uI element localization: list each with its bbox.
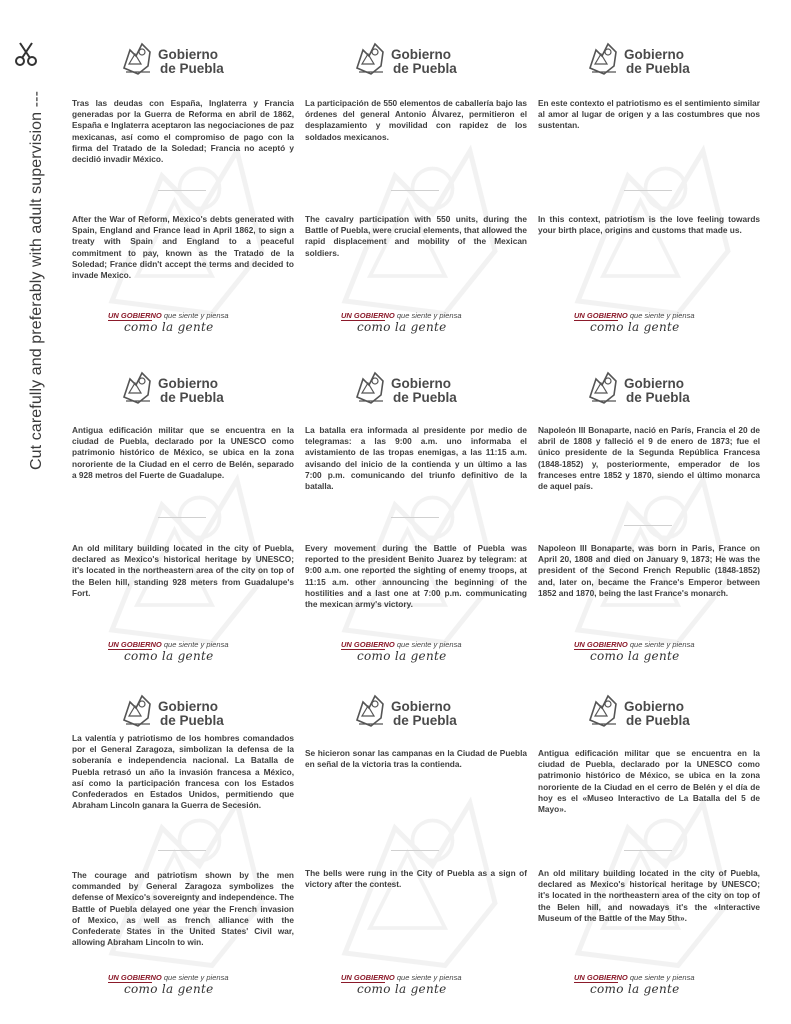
slogan-part3: como la gente xyxy=(590,649,680,663)
gobierno-puebla-logo xyxy=(120,688,260,738)
slogan-line1 xyxy=(341,973,462,982)
slogan-part3: como la gente xyxy=(357,649,447,663)
gobierno-puebla-logo xyxy=(120,365,260,415)
english-text: Napoleon III Bonaparte, was born in Paris, France on April 20, 1808 and died on January 9, 1873; He was the president of the Second French Republic (1848-1852) and, later on, became the France's Emperor between 1852 and 1870, being the last France's monarch. xyxy=(538,543,760,598)
slogan-part1: UN GOBIERNO xyxy=(341,640,395,649)
spanish-text: La valentía y patriotismo de los hombres comandados por el General Zaragoza, simbolizan la defensa de la soberanía e independencia nacional. La Batalla de Puebla retrasó un año la invasión francesa a México, así como la participación francesa con los Estados Confederados en Estados Unidos, permitiendo que Abraham Lincoln ganara la Guerra de Secesión. xyxy=(72,733,294,811)
english-text: An old military building located in the city of Puebla, declared as Mexico's historical heritage by UNESCO; it's located in the northeastern area of the city on top of the Belen hill, and nowadays it's the «Interactive Museum of the Battle of the May 5th». xyxy=(538,868,760,923)
slogan-part1: UN GOBIERNO xyxy=(574,640,628,649)
slogan-part1: UN GOBIERNO xyxy=(574,311,628,320)
info-card xyxy=(305,688,527,1008)
info-card xyxy=(538,365,760,685)
gobierno-puebla-logo xyxy=(586,688,726,738)
spanish-text: Antigua edificación militar que se encuentra en la ciudad de Puebla, declarado por la UNESCO como patrimonio histórico de México, se ubica en la zona nororiente de la Ciudad en el cerro de Belén, separado a 928 metros del Fuerte de Guadalupe. xyxy=(72,425,294,480)
spanish-text: En este contexto el patriotismo es el sentimiento similar al amor al lugar de origen y a las costumbres que nos sustentan. xyxy=(538,98,760,131)
slogan xyxy=(574,973,734,1003)
slogan xyxy=(341,973,501,1003)
slogan-part2: que siente y piensa xyxy=(396,311,462,320)
slogan xyxy=(341,640,501,670)
gobierno-puebla-logo xyxy=(353,36,493,86)
divider xyxy=(158,850,206,851)
logo-line2: de Puebla xyxy=(626,390,690,405)
info-card xyxy=(72,36,294,356)
coat-of-arms-icon xyxy=(586,690,622,730)
divider xyxy=(624,850,672,851)
slogan-line1 xyxy=(341,640,462,649)
english-text: After the War of Reform, Mexico's debts generated with Spain, England and France lead in April 1862, to sign a treaty with Spain and England to a peaceful commitment to pay, known as the Tratado de la Soledad; France didn't accept the terms and decided to invade Mexico. xyxy=(72,214,294,281)
divider xyxy=(391,190,439,191)
divider xyxy=(158,190,206,191)
info-card xyxy=(305,36,527,356)
info-card xyxy=(305,365,527,685)
logo-line1: Gobierno xyxy=(158,47,218,62)
slogan xyxy=(574,640,734,670)
scissors-icon xyxy=(12,40,40,68)
divider xyxy=(158,517,206,518)
slogan-line1 xyxy=(574,311,695,320)
logo-line2: de Puebla xyxy=(393,390,457,405)
coat-of-arms-icon xyxy=(586,367,622,407)
gobierno-puebla-logo xyxy=(353,688,493,738)
slogan-line1 xyxy=(108,311,229,320)
english-text: The courage and patriotism shown by the men commanded by General Zaragoza symbolizes the defense of Mexico's sovereignty and independence. The Battle of Puebla delayed one year the French invasion of Mexico, as well as french alliance with the Confederate States in the United States' Civil war, allowing Abraham Lincoln to win. xyxy=(72,870,294,948)
slogan-line1 xyxy=(574,973,695,982)
info-card xyxy=(72,688,294,1008)
english-text: The cavalry participation with 550 units, during the Battle of Puebla, were crucial elements, that allowed the rapid displacement and mobility of the Mexican soldiers. xyxy=(305,214,527,258)
coat-of-arms-icon xyxy=(586,38,622,78)
spanish-text: Se hicieron sonar las campanas en la Ciudad de Puebla en señal de la victoria tras la contienda. xyxy=(305,748,527,770)
gobierno-puebla-logo xyxy=(586,36,726,86)
slogan-part3: como la gente xyxy=(590,320,680,334)
spanish-text: Tras las deudas con España, Inglaterra y Francia generadas por la Guerra de Reforma en abril de 1862, España e Inglaterra aceptaron las negociaciones de paz mexicanas, así como el compromiso de pago con la firma del Tratado de la Soledad; Francia no aceptó y decidió invadir México. xyxy=(72,98,294,165)
slogan-part3: como la gente xyxy=(124,982,214,996)
divider xyxy=(624,525,672,526)
slogan-part3: como la gente xyxy=(357,320,447,334)
slogan-part1: UN GOBIERNO xyxy=(108,973,162,982)
cut-instruction-text: Cut carefully and preferably with adult supervision --- xyxy=(28,91,45,470)
slogan xyxy=(341,311,501,341)
divider xyxy=(391,850,439,851)
gobierno-puebla-logo xyxy=(586,365,726,415)
logo-line2: de Puebla xyxy=(160,713,224,728)
slogan-part2: que siente y piensa xyxy=(163,311,229,320)
slogan-line1 xyxy=(574,640,695,649)
slogan xyxy=(574,311,734,341)
spanish-text: La participación de 550 elementos de caballería bajo las órdenes del general Antonio Álvarez, permitieron el desplazamiento y movilidad con rapidez de los soldados mexicanos. xyxy=(305,98,527,142)
logo-line1: Gobierno xyxy=(624,376,684,391)
divider xyxy=(624,190,672,191)
coat-of-arms-icon xyxy=(120,367,156,407)
logo-line1: Gobierno xyxy=(391,699,451,714)
logo-line1: Gobierno xyxy=(391,376,451,391)
logo-line1: Gobierno xyxy=(158,376,218,391)
spanish-text: Antigua edificación militar que se encuentra en la ciudad de Puebla, declarado por la UNESCO como patrimonio histórico de México, se ubica en la zona nororiente de la Ciudad en el cerro de Belén y el día de hoy es el «Museo Interactivo de La Batalla del 5 de Mayo». xyxy=(538,748,760,815)
cut-instruction xyxy=(8,40,48,480)
logo-line2: de Puebla xyxy=(626,713,690,728)
english-text: In this context, patriotism is the love feeling towards your birth place, origins and customs that made us. xyxy=(538,214,760,236)
slogan-part2: que siente y piensa xyxy=(396,973,462,982)
spanish-text: Napoleón III Bonaparte, nació en París, Francia el 20 de abril de 1808 y falleció el 9 de enero de 1873; fue el único presidente de la Segunda República Francesa (1848-1852) y, posteriormente, emperador de los franceses entre 1852 y 1870, siendo el último monarca de aquel país. xyxy=(538,425,760,492)
slogan-part2: que siente y piensa xyxy=(163,640,229,649)
slogan xyxy=(108,640,268,670)
slogan-part1: UN GOBIERNO xyxy=(108,640,162,649)
gobierno-puebla-logo xyxy=(353,365,493,415)
logo-line2: de Puebla xyxy=(626,61,690,76)
slogan-part2: que siente y piensa xyxy=(163,973,229,982)
coat-of-arms-icon xyxy=(120,38,156,78)
info-card xyxy=(538,688,760,1008)
slogan-part1: UN GOBIERNO xyxy=(341,311,395,320)
logo-line1: Gobierno xyxy=(158,699,218,714)
info-card xyxy=(538,36,760,356)
logo-line1: Gobierno xyxy=(391,47,451,62)
slogan-line1 xyxy=(108,973,229,982)
slogan-part3: como la gente xyxy=(357,982,447,996)
coat-of-arms-icon xyxy=(353,690,389,730)
english-text: Every movement during the Battle of Puebla was reported to the president Benito Juarez by telegram: at 9:00 a.m. one reported the sighting of enemy troops, at 11:15 a.m. other announcing the beginning of the hostilities and a last one at 7:00 p.m. communicating the mexican army's victory. xyxy=(305,543,527,610)
slogan-part3: como la gente xyxy=(124,320,214,334)
slogan-part2: que siente y piensa xyxy=(396,640,462,649)
logo-line1: Gobierno xyxy=(624,699,684,714)
gobierno-puebla-logo xyxy=(120,36,260,86)
slogan-part1: UN GOBIERNO xyxy=(341,973,395,982)
logo-line2: de Puebla xyxy=(393,713,457,728)
coat-of-arms-icon xyxy=(353,38,389,78)
english-text: An old military building located in the city of Puebla, declared as Mexico's historical heritage by UNESCO; it's located in the northeastern area of the city on top of the Belen hill, standing 928 meters from Guadalupe's Fort. xyxy=(72,543,294,598)
logo-line2: de Puebla xyxy=(393,61,457,76)
spanish-text: La batalla era informada al presidente por medio de telegramas: a las 9:00 a.m. uno informaba el avistamiento de las tropas enemigas, a las 11:15 a.m. avisando del inicio de la contienda y un último a las 7:00 p.m. comunicando del triunfo definitivo de la batalla. xyxy=(305,425,527,492)
slogan-line1 xyxy=(341,311,462,320)
english-text: The bells were rung in the City of Puebla as a sign of victory after the contest. xyxy=(305,868,527,890)
logo-line2: de Puebla xyxy=(160,390,224,405)
slogan-line1 xyxy=(108,640,229,649)
coat-of-arms-icon xyxy=(353,367,389,407)
divider xyxy=(391,517,439,518)
slogan-part2: que siente y piensa xyxy=(629,640,695,649)
logo-line1: Gobierno xyxy=(624,47,684,62)
slogan-part1: UN GOBIERNO xyxy=(108,311,162,320)
slogan-part3: como la gente xyxy=(590,982,680,996)
slogan xyxy=(108,311,268,341)
coat-of-arms-icon xyxy=(120,690,156,730)
logo-line2: de Puebla xyxy=(160,61,224,76)
slogan-part2: que siente y piensa xyxy=(629,973,695,982)
slogan xyxy=(108,973,268,1003)
slogan-part3: como la gente xyxy=(124,649,214,663)
slogan-part1: UN GOBIERNO xyxy=(574,973,628,982)
slogan-part2: que siente y piensa xyxy=(629,311,695,320)
info-card xyxy=(72,365,294,685)
